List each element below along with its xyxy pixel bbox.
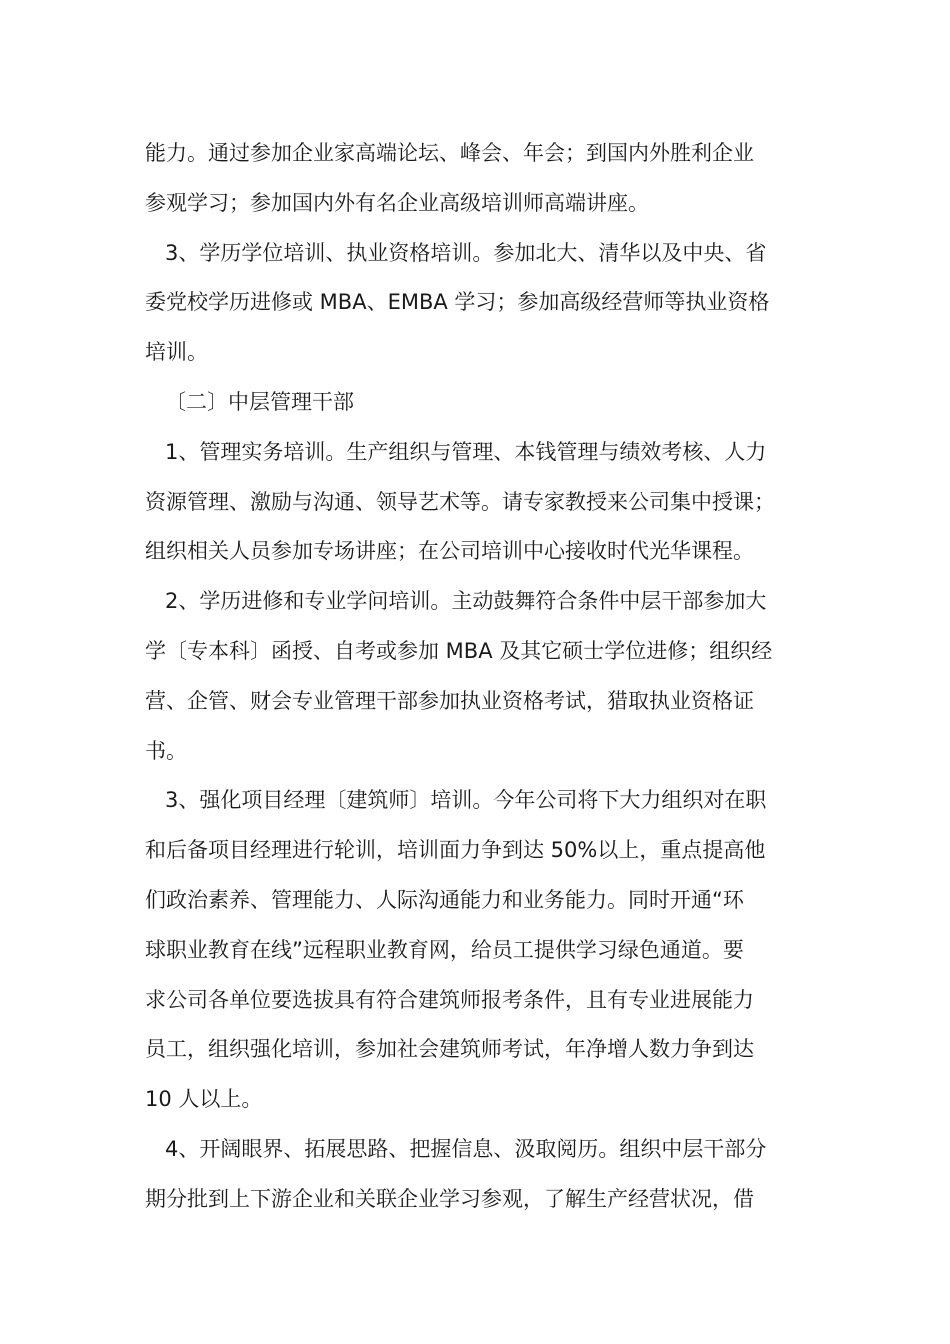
text-line: 营、企管、财会专业管理干部参加执业资格考试，猎取执业资格证 xyxy=(145,688,754,713)
text-line: 2、学历进修和专业学问培训。主动鼓舞符合条件中层干部参加大 xyxy=(165,589,767,614)
text-line: 和后备项目经理进行轮训，培训面力争到达 50%以上，重点提高他 xyxy=(145,838,766,863)
text-line: 资源管理、激励与沟通、领导艺术等。请专家教授来公司集中授课； xyxy=(145,489,775,514)
text-line: 书。 xyxy=(145,738,187,763)
text-line: 1、管理实务培训。生产组织与管理、本钱管理与绩效考核、人力 xyxy=(165,439,767,464)
text-line: 能力。通过参加企业家高端论坛、峰会、年会；到国内外胜利企业 xyxy=(145,141,754,165)
text-line: 委党校学历进修或 MBA、EMBA 学习；参加高级经营师等执业资格 xyxy=(145,290,770,315)
text-line: 们政治素养、管理能力、人际沟通能力和业务能力。同时开通“环 xyxy=(145,887,744,912)
text-line: 学〔专本科〕函授、自考或参加 MBA 及其它硕士学位进修；组织经 xyxy=(145,638,773,663)
text-line: 员工，组织强化培训，参加社会建筑师考试，年净增人数力争到达 xyxy=(145,1037,754,1062)
text-line: 参观学习；参加国内外有名企业高级培训师高端讲座。 xyxy=(145,190,649,215)
text-line: 4、开阔眼界、拓展思路、把握信息、汲取阅历。组织中层干部分 xyxy=(165,1136,767,1161)
text-line: 10 人以上。 xyxy=(145,1087,263,1112)
text-line: 组织相关人员参加专场讲座；在公司培训中心接收时代光华课程。 xyxy=(145,539,754,564)
section-heading: 〔二〕中层管理干部 xyxy=(165,389,354,414)
text-line: 培训。 xyxy=(145,340,208,365)
text-line: 3、学历学位培训、执业资格培训。参加北大、清华以及中央、省 xyxy=(165,240,767,265)
document-body xyxy=(145,129,815,1225)
text-line: 球职业教育在线”远程职业教育网，给员工提供学习绿色通道。要 xyxy=(145,937,744,962)
text-line: 3、强化项目经理〔建筑师〕培训。今年公司将下大力组织对在职 xyxy=(165,788,767,813)
text-line: 求公司各单位要选拔具有符合建筑师报考条件，且有专业进展能力 xyxy=(145,987,754,1012)
text-line: 期分批到上下游企业和关联企业学习参观，了解生产经营状况，借 xyxy=(145,1186,754,1211)
